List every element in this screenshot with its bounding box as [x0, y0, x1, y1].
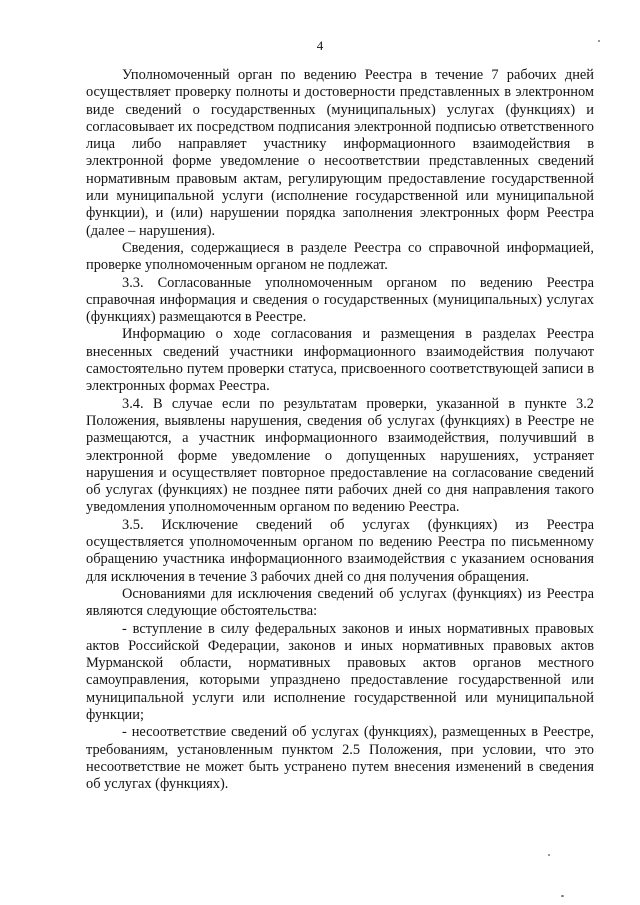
paragraph-reference-info: Сведения, содержащиеся в разделе Реестра со справочной информацией, проверке уполномоченным органом не подлежат. — [86, 239, 594, 274]
page-number: 4 — [316, 38, 324, 53]
paragraph-registry-review: Уполномоченный орган по ведению Реестра в течение 7 рабочих дней осуществляет проверку полноты и достоверности представленных в электронном виде сведений о государственных (муниципальных) услугах (функциях) и согласовывает их посредством подписания электронной подписью ответственного лица либо направляет участнику информационного взаимодействия в электронной форме уведомление о несоответствии представленных сведений нормативным правовым актам, регулирующим предоставление государственной или муниципальной услуги (исполнение государственной или муниципальной функции), и (или) нарушении порядка заполнения электронных форм Реестра (далее – нарушения). — [86, 67, 594, 239]
paragraph-3-4: 3.4. В случае если по результатам проверки, указанной в пункте 3.2 Положения, выявлены нарушения, сведения об услугах (функциях) в Реестре не размещаются, а участник информационного взаимодействия, получивший в электронной форме уведомление о допущенных нарушениях, устраняет нарушения и осуществляет повторное предоставление на согласование сведений об услугах (функциях) не позднее пяти рабочих дней со дня направления такого уведомления уполномоченным органом по ведению Реестра. — [86, 395, 594, 516]
paragraph-status-check: Информацию о ходе согласования и размещения в разделах Реестра внесенных сведений участники информационного взаимодействия получают самостоятельно путем проверки статуса, присвоенного соответствующей записи в электронных формах Реестра. — [86, 326, 594, 395]
scan-speck — [598, 40, 600, 42]
document-body — [86, 67, 594, 793]
paragraph-exclusion-grounds: Основаниями для исключения сведений об услугах (функциях) из Реестра являются следующие обстоятельства: — [86, 585, 594, 620]
list-item-laws-change: - вступление в силу федеральных законов и иных нормативных правовых актов Российской Федерации, законов и иных нормативных правовых актов Мурманской области, нормативных правовых актов органов местного самоуправления, которыми упразднено предоставление государственной или муниципальной услуги или исполнение государственной или муниципальной функции; — [86, 620, 594, 723]
scan-speck — [548, 854, 550, 856]
scan-speck — [561, 895, 564, 897]
paragraph-3-5: 3.5. Исключение сведений об услугах (функциях) из Реестра осуществляется уполномоченным органом по ведению Реестра по письменному обращению участника информационного взаимодействия с указанием основания для исключения в течение 3 рабочих дней со дня получения обращения. — [86, 516, 594, 585]
paragraph-3-3: 3.3. Согласованные уполномоченным органом по ведению Реестра справочная информация и сведения о государственных (муниципальных) услугах (функциях) размещаются в Реестре. — [86, 274, 594, 326]
list-item-nonconformity: - несоответствие сведений об услугах (функциях), размещенных в Реестре, требованиям, установленным пунктом 2.5 Положения, при условии, что это несоответствие не может быть устранено путем внесения изменений в сведения об услугах (функциях). — [86, 724, 594, 793]
